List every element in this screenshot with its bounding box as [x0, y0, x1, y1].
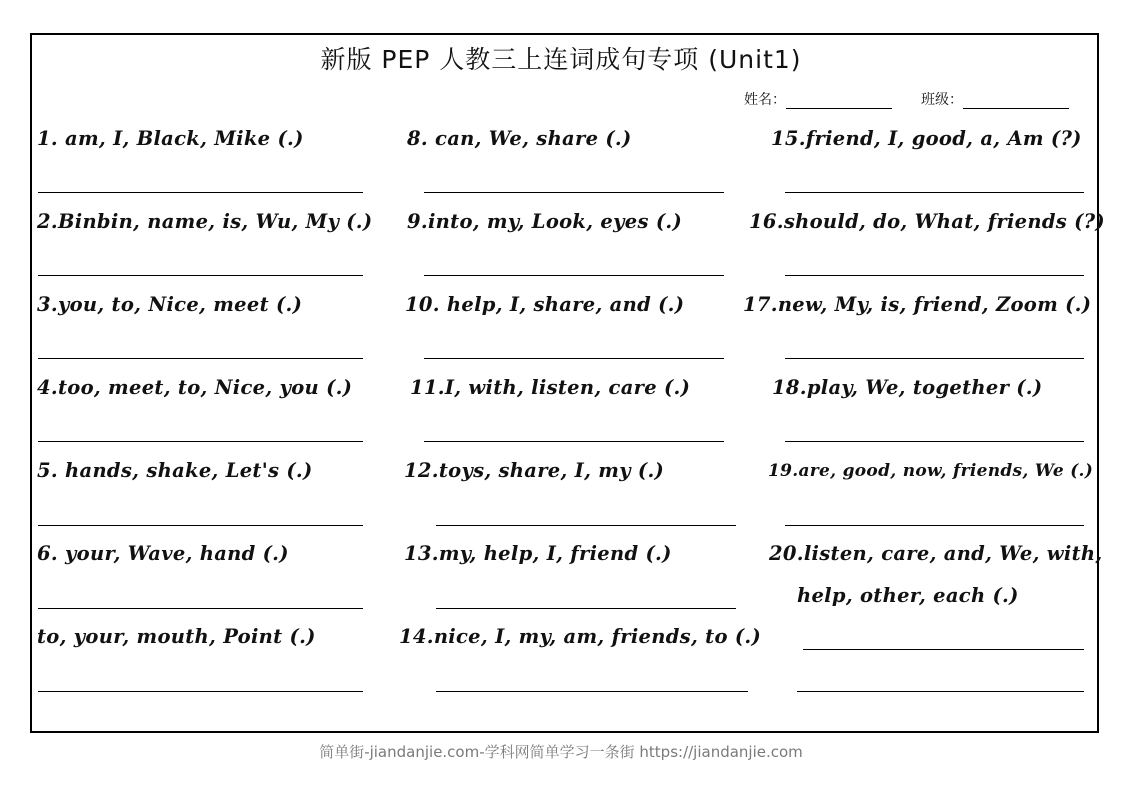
site-footer: 简单街-jiandanjie.com-学科网简单学习一条街 https://jiandanjie.com: [319, 743, 803, 761]
answer-line-10[interactable]: [424, 358, 724, 359]
answer-line-14[interactable]: [436, 691, 748, 692]
answer-line-6[interactable]: [38, 608, 363, 609]
answer-line-19[interactable]: [785, 525, 1084, 526]
answer-line-5[interactable]: [38, 525, 363, 526]
question-3: 3.you, to, Nice, meet (.): [37, 293, 303, 316]
question-19: 19.are, good, now, friends, We (.): [768, 461, 1094, 481]
question-2: 2.Binbin, name, is, Wu, My (.): [37, 210, 373, 233]
question-18: 18.play, We, together (.): [772, 376, 1043, 399]
answer-line-7[interactable]: [38, 691, 363, 692]
class-blank[interactable]: [963, 94, 1069, 109]
class-field[interactable]: [921, 89, 1069, 109]
question-20-line-1: 20.listen, care, and, We, with,: [769, 542, 1103, 565]
question-6: 6. your, Wave, hand (.): [37, 542, 289, 565]
question-15: 15.friend, I, good, a, Am (?): [771, 127, 1082, 150]
question-20-line-2: help, other, each (.): [797, 584, 1019, 607]
question-1: 1. am, I, Black, Mike (.): [37, 127, 304, 150]
answer-line-11[interactable]: [424, 441, 724, 442]
answer-line-18[interactable]: [785, 441, 1084, 442]
question-13: 13.my, help, I, friend (.): [404, 542, 672, 565]
question-11: 11.I, with, listen, care (.): [410, 376, 691, 399]
answer-line-1[interactable]: [38, 192, 363, 193]
question-8: 8. can, We, share (.): [407, 127, 632, 150]
class-label: 班级：: [921, 92, 963, 108]
answer-line-15[interactable]: [785, 192, 1084, 193]
question-7: to, your, mouth, Point (.): [37, 625, 316, 648]
name-blank[interactable]: [786, 94, 892, 109]
worksheet-title: 新版 PEP 人教三上连词成句专项 (Unit1): [320, 45, 802, 74]
answer-line-17[interactable]: [785, 358, 1084, 359]
question-10: 10. help, I, share, and (.): [405, 293, 685, 316]
answer-line-13[interactable]: [436, 608, 736, 609]
answer-line-8[interactable]: [424, 192, 724, 193]
answer-line-3[interactable]: [38, 358, 363, 359]
answer-line-12[interactable]: [436, 525, 736, 526]
answer-line-16[interactable]: [785, 275, 1084, 276]
answer-line-20a[interactable]: [803, 649, 1084, 650]
question-14: 14.nice, I, my, am, friends, to (.): [399, 625, 761, 648]
answer-line-20b[interactable]: [797, 691, 1084, 692]
question-5: 5. hands, shake, Let's (.): [37, 459, 313, 482]
question-4: 4.too, meet, to, Nice, you (.): [37, 376, 353, 399]
question-17: 17.new, My, is, friend, Zoom (.): [743, 293, 1092, 316]
answer-line-2[interactable]: [38, 275, 363, 276]
name-label: 姓名：: [744, 92, 786, 108]
name-field[interactable]: [744, 89, 892, 109]
question-12: 12.toys, share, I, my (.): [404, 459, 665, 482]
question-9: 9.into, my, Look, eyes (.): [407, 210, 682, 233]
question-16: 16.should, do, What, friends (?): [749, 210, 1105, 233]
answer-line-4[interactable]: [38, 441, 363, 442]
answer-line-9[interactable]: [424, 275, 724, 276]
